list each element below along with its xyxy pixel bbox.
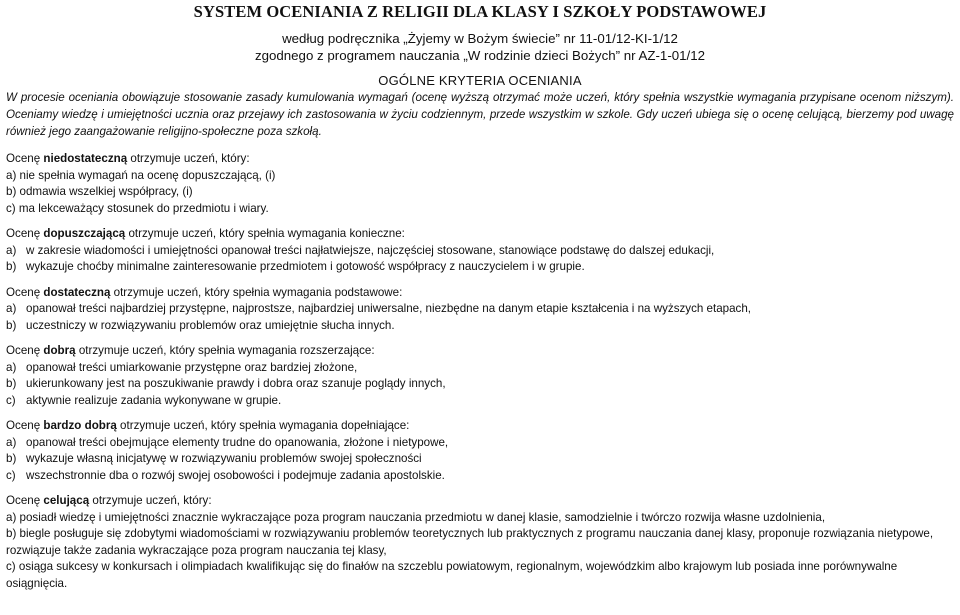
list-item xyxy=(6,243,954,260)
section-niedostateczna xyxy=(6,151,954,217)
item-text: wykazuje choćby minimalne zainteresowanie przedmiotem i gotowość współpracy z nauczycielem i w grupie. xyxy=(26,260,585,273)
heading-prefix: Ocenę xyxy=(6,227,44,240)
textbook-line: według podręcznika „Żyjemy w Bożym świecie” nr 11-01/12-KI-1/12 xyxy=(282,31,678,46)
item-marker: a) xyxy=(6,302,17,315)
item-text: ukierunkowany jest na poszukiwanie prawdy i dobra oraz szanuje poglądy innych, xyxy=(26,377,446,390)
list-item xyxy=(6,451,954,468)
item-marker: b) xyxy=(6,260,17,273)
section-heading xyxy=(6,285,954,302)
criteria-heading: OGÓLNE KRYTERIA OCENIANIA xyxy=(378,73,582,88)
item-text: w zakresie wiadomości i umiejętności opanował treści najłatwiejsze, najczęściej stosowane, stanowiące podstawę do dalszej edukacji, xyxy=(26,243,715,257)
grade-name: dobrą xyxy=(43,344,76,357)
heading-suffix: otrzymuje uczeń, który spełnia wymagania podstawowe: xyxy=(110,285,403,299)
heading-prefix: Ocenę xyxy=(6,344,44,357)
section-heading xyxy=(6,226,954,243)
item-marker: a) xyxy=(6,435,17,449)
heading-prefix: Ocenę xyxy=(6,285,44,299)
list-item xyxy=(6,468,954,485)
section-celujaca xyxy=(6,493,954,592)
list-item xyxy=(6,360,954,377)
section-heading xyxy=(6,151,954,168)
list-item: c) ma lekceważący stosunek do przedmiotu i wiary. xyxy=(6,201,269,215)
item-text: uczestniczy w rozwiązywaniu problemów oraz umiejętnie słucha innych. xyxy=(26,318,395,332)
item-text: aktywnie realizuje zadania wykonywane w grupie. xyxy=(26,393,282,407)
list-item: a) nie spełnia wymagań na ocenę dopuszczającą, (i) xyxy=(6,168,276,182)
list-item xyxy=(6,376,954,393)
section-heading xyxy=(6,418,954,435)
section-heading xyxy=(6,493,954,510)
item-marker: a) xyxy=(6,360,17,374)
grade-name: dostateczną xyxy=(43,285,111,299)
list-item: a) posiadł wiedzę i umiejętności znacznie wykraczające poza program nauczania przedmiotu w danej klasie, samodzielnie i twórczo rozwija własne uzdolnienia, xyxy=(6,510,826,524)
item-text: opanował treści umiarkowanie przystępne oraz bardziej złożone, xyxy=(26,360,358,374)
item-marker: c) xyxy=(6,393,16,407)
list-item xyxy=(6,393,954,410)
heading-suffix: otrzymuje uczeń, który spełnia wymagania rozszerzające: xyxy=(75,344,375,357)
item-text: opanował treści najbardziej przystępne, najprostsze, najbardziej uniwersalne, niezbędne na danym etapie kształcenia i na wyższych etapach, xyxy=(26,302,752,315)
list-item: b) odmawia wszelkiej współpracy, (i) xyxy=(6,185,193,198)
item-marker: b) xyxy=(6,318,17,332)
section-dopuszczajaca xyxy=(6,226,954,276)
section-dobra xyxy=(6,343,954,409)
grade-name: celującą xyxy=(43,494,90,507)
section-bardzo-dobra xyxy=(6,418,954,484)
intro-paragraph: W procesie oceniania obowiązuje stosowanie zasady kumulowania wymagań (ocenę wyższą otrzymać może uczeń, który spełnia wszystkie wymagania przypisane ocenom niższym). Oceniamy wiedzę i umiejętności ucznia oraz przejawy ich zastosowania w życiu codziennym, przede wszystkim w szkole. Gdy uczeń ubiega się o ocenę celującą, bierzemy pod uwagę również jego zaangażowanie religijno-społeczne poza szkołą. xyxy=(6,91,954,138)
section-heading xyxy=(6,343,954,360)
curriculum-line: zgodnego z programem nauczania „W rodzinie dzieci Bożych” nr AZ-1-01/12 xyxy=(254,48,706,63)
heading-prefix: Ocenę xyxy=(6,494,44,507)
list-item xyxy=(6,435,954,452)
grade-name: bardzo dobrą xyxy=(43,419,117,432)
heading-prefix: Ocenę xyxy=(6,419,44,432)
heading-suffix: otrzymuje uczeń, który: xyxy=(89,494,212,507)
item-marker: b) xyxy=(6,377,17,390)
grade-name: dopuszczającą xyxy=(43,227,126,240)
heading-suffix: otrzymuje uczeń, który: xyxy=(127,152,250,165)
heading-suffix: otrzymuje uczeń, który spełnia wymagania konieczne: xyxy=(125,227,405,240)
item-text: wszechstronnie dba o rozwój swojej osobowości i podejmuje zadania apostolskie. xyxy=(26,468,445,482)
item-text: opanował treści obejmujące elementy trudne do opanowania, złożone i nietypowe, xyxy=(26,435,449,449)
item-marker: a) xyxy=(6,243,17,257)
heading-prefix: Ocenę xyxy=(6,152,44,165)
item-marker: b) xyxy=(6,452,17,465)
list-item xyxy=(6,259,954,276)
document-title: SYSTEM OCENIANIA Z RELIGII DLA KLASY I SZKOŁY PODSTAWOWEJ xyxy=(193,2,767,21)
item-marker: c) xyxy=(6,468,16,482)
section-dostateczna xyxy=(6,285,954,335)
grade-name: niedostateczną xyxy=(43,152,128,165)
list-item: c) osiąga sukcesy w konkursach i olimpiadach kwalifikując się do finałów na szczeblu powiatowym, regionalnym, wojewódzkim albo krajowym lub posiada inne porównywalne osiągnięcia. xyxy=(6,560,898,590)
item-text: wykazuje własną inicjatywę w rozwiązywaniu problemów swojej społeczności xyxy=(26,452,422,465)
list-item xyxy=(6,301,954,318)
list-item xyxy=(6,318,954,335)
heading-suffix: otrzymuje uczeń, który spełnia wymagania dopełniające: xyxy=(116,419,410,432)
list-item: b) biegle posługuje się zdobytymi wiadomościami w rozwiązywaniu problemów teoretycznych lub praktycznych z programu nauczania danej klasy, proponuje rozwiązania nietypowe, rozwiązuje także zadania wykraczające poza program nauczania tej klasy, xyxy=(6,527,934,557)
